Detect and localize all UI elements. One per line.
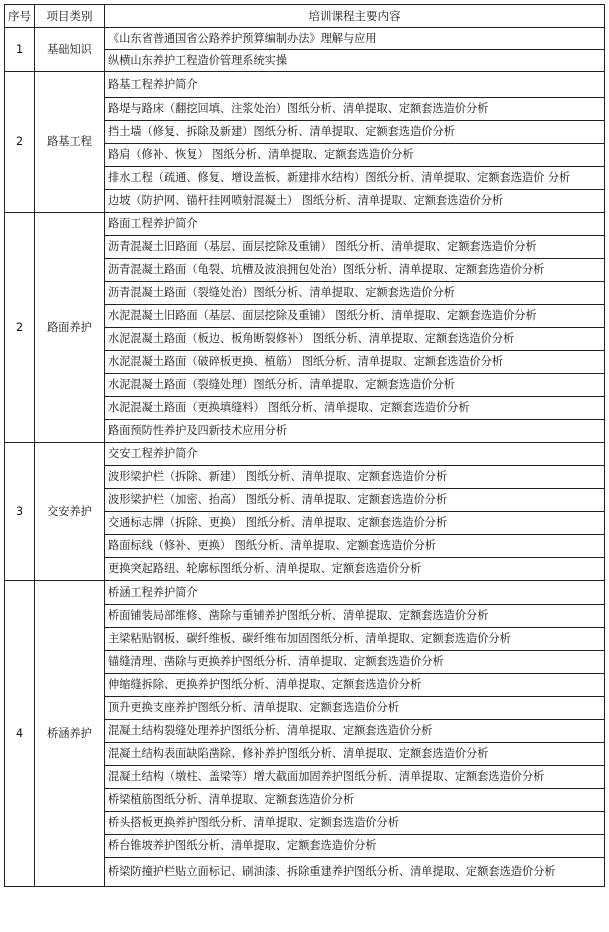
header-seq: 序号 — [5, 5, 35, 28]
seq-cell: 4 — [5, 581, 35, 887]
training-course-table — [4, 4, 605, 887]
course-content-cell: 沥青混凝土旧路面（基层、面层挖除及重铺） 图纸分析、清单提取、定额套选造价分析 — [105, 236, 605, 259]
course-content-cell: 混凝土结构表面缺陷凿除、修补养护图纸分析、清单提取、定额套选造价分析 — [105, 743, 605, 766]
course-content-cell: 水泥混凝土路面（破碎板更换、植筋） 图纸分析、清单提取、定额套选造价分析 — [105, 351, 605, 374]
category-cell: 路基工程 — [35, 72, 105, 213]
course-content-cell: 桥涵工程养护简介 — [105, 581, 605, 605]
course-content-cell: 桥面铺装局部维修、凿除与重铺养护图纸分析、清单提取、定额套选造价分析 — [105, 605, 605, 628]
course-content-cell: 边坡（防护网、锚杆挂网喷射混凝土） 图纸分析、清单提取、定额套选造价分析 — [105, 190, 605, 213]
course-content-cell: 顶升更换支座养护图纸分析、清单提取、定额套选造价分析 — [105, 697, 605, 720]
course-content-cell: 更换突起路纽、轮廓标图纸分析、清单提取、定额套选造价分析 — [105, 558, 605, 581]
header-content: 培训课程主要内容 — [105, 5, 605, 28]
course-content-cell: 路面预防性养护及四新技术应用分析 — [105, 420, 605, 443]
category-cell: 基础知识 — [35, 28, 105, 72]
course-content-cell: 水泥混凝土路面（板边、板角断裂修补） 图纸分析、清单提取、定额套选造价分析 — [105, 328, 605, 351]
table-row — [5, 581, 605, 605]
seq-cell: 1 — [5, 28, 35, 72]
category-cell: 路面养护 — [35, 213, 105, 443]
course-content-cell: 水泥混凝土路面（更换填缝料） 图纸分析、清单提取、定额套选造价分析 — [105, 397, 605, 420]
table-body — [5, 28, 605, 887]
course-content-cell: 波形梁护栏（加密、抬高） 图纸分析、清单提取、定额套选造价分析 — [105, 489, 605, 512]
course-content-cell: 路面工程养护简介 — [105, 213, 605, 236]
seq-cell: 2 — [5, 72, 35, 213]
seq-cell: 3 — [5, 443, 35, 581]
course-content-cell: 沥青混凝土路面（裂缝处治）图纸分析、清单提取、定额套选造价分析 — [105, 282, 605, 305]
course-content-cell: 水泥混凝土旧路面（基层、面层挖除及重铺） 图纸分析、清单提取、定额套选造价分析 — [105, 305, 605, 328]
course-content-cell: 桥梁植筋图纸分析、清单提取、定额套选造价分析 — [105, 789, 605, 812]
course-content-cell: 沥青混凝土路面（龟裂、坑槽及波浪拥包处治）图纸分析、清单提取、定额套选造价分析 — [105, 259, 605, 282]
seq-cell: 2 — [5, 213, 35, 443]
category-cell: 交安养护 — [35, 443, 105, 581]
table-row — [5, 28, 605, 50]
course-content-cell: 纵横山东养护工程造价管理系统实操 — [105, 50, 605, 72]
course-content-cell: 交通标志牌（拆除、更换） 图纸分析、清单提取、定额套选造价分析 — [105, 512, 605, 535]
course-content-cell: 混凝土结构裂缝处理养护图纸分析、清单提取、定额套选造价分析 — [105, 720, 605, 743]
course-content-cell: 路肩（修补、恢复） 图纸分析、清单提取、定额套选造价分析 — [105, 144, 605, 167]
training-course-table-wrapper — [4, 4, 604, 887]
course-content-cell: 水泥混凝土路面（裂缝处理）图纸分析、清单提取、定额套选造价分析 — [105, 374, 605, 397]
category-cell: 桥涵养护 — [35, 581, 105, 887]
course-content-cell: 桥头搭板更换养护图纸分析、清单提取、定额套选造价分析 — [105, 812, 605, 835]
course-content-cell: 排水工程（疏通、修复、增设盖板、新建排水结构）图纸分析、清单提取、定额套选造价 分析 — [105, 167, 605, 190]
course-content-cell: 桥梁防撞护栏贴立面标记、刷油漆、拆除重建养护图纸分析、清单提取、定额套选造价分析 — [105, 858, 605, 887]
course-content-cell: 混凝土结构（墩柱、盖梁等）增大截面加固养护图纸分析、清单提取、定额套选造价分析 — [105, 766, 605, 789]
course-content-cell: 波形梁护栏（拆除、新建） 图纸分析、清单提取、定额套选造价分析 — [105, 466, 605, 489]
course-content-cell: 《山东省普通国省公路养护预算编制办法》理解与应用 — [105, 28, 605, 50]
header-category: 项目类别 — [35, 5, 105, 28]
course-content-cell: 交安工程养护简介 — [105, 443, 605, 466]
table-header-row — [5, 5, 605, 28]
course-content-cell: 桥台锥坡养护图纸分析、清单提取、定额套选造价分析 — [105, 835, 605, 858]
course-content-cell: 路面标线（修补、更换） 图纸分析、清单提取、定额套选造价分析 — [105, 535, 605, 558]
course-content-cell: 锚缝清理、凿除与更换养护图纸分析、清单提取、定额套选造价分析 — [105, 651, 605, 674]
course-content-cell: 路基工程养护简介 — [105, 72, 605, 98]
table-row — [5, 72, 605, 98]
course-content-cell: 主梁粘贴钢板、碳纤维板、碳纤维布加固图纸分析、清单提取、定额套选造价分析 — [105, 628, 605, 651]
table-row — [5, 443, 605, 466]
course-content-cell: 路堤与路床（翻挖回填、注浆处治）图纸分析、清单提取、定额套选造价分析 — [105, 98, 605, 121]
course-content-cell: 伸缩缝拆除、更换养护图纸分析、清单提取、定额套选造价分析 — [105, 674, 605, 697]
table-row — [5, 213, 605, 236]
course-content-cell: 挡土墙（修复、拆除及新建）图纸分析、清单提取、定额套选造价分析 — [105, 121, 605, 144]
